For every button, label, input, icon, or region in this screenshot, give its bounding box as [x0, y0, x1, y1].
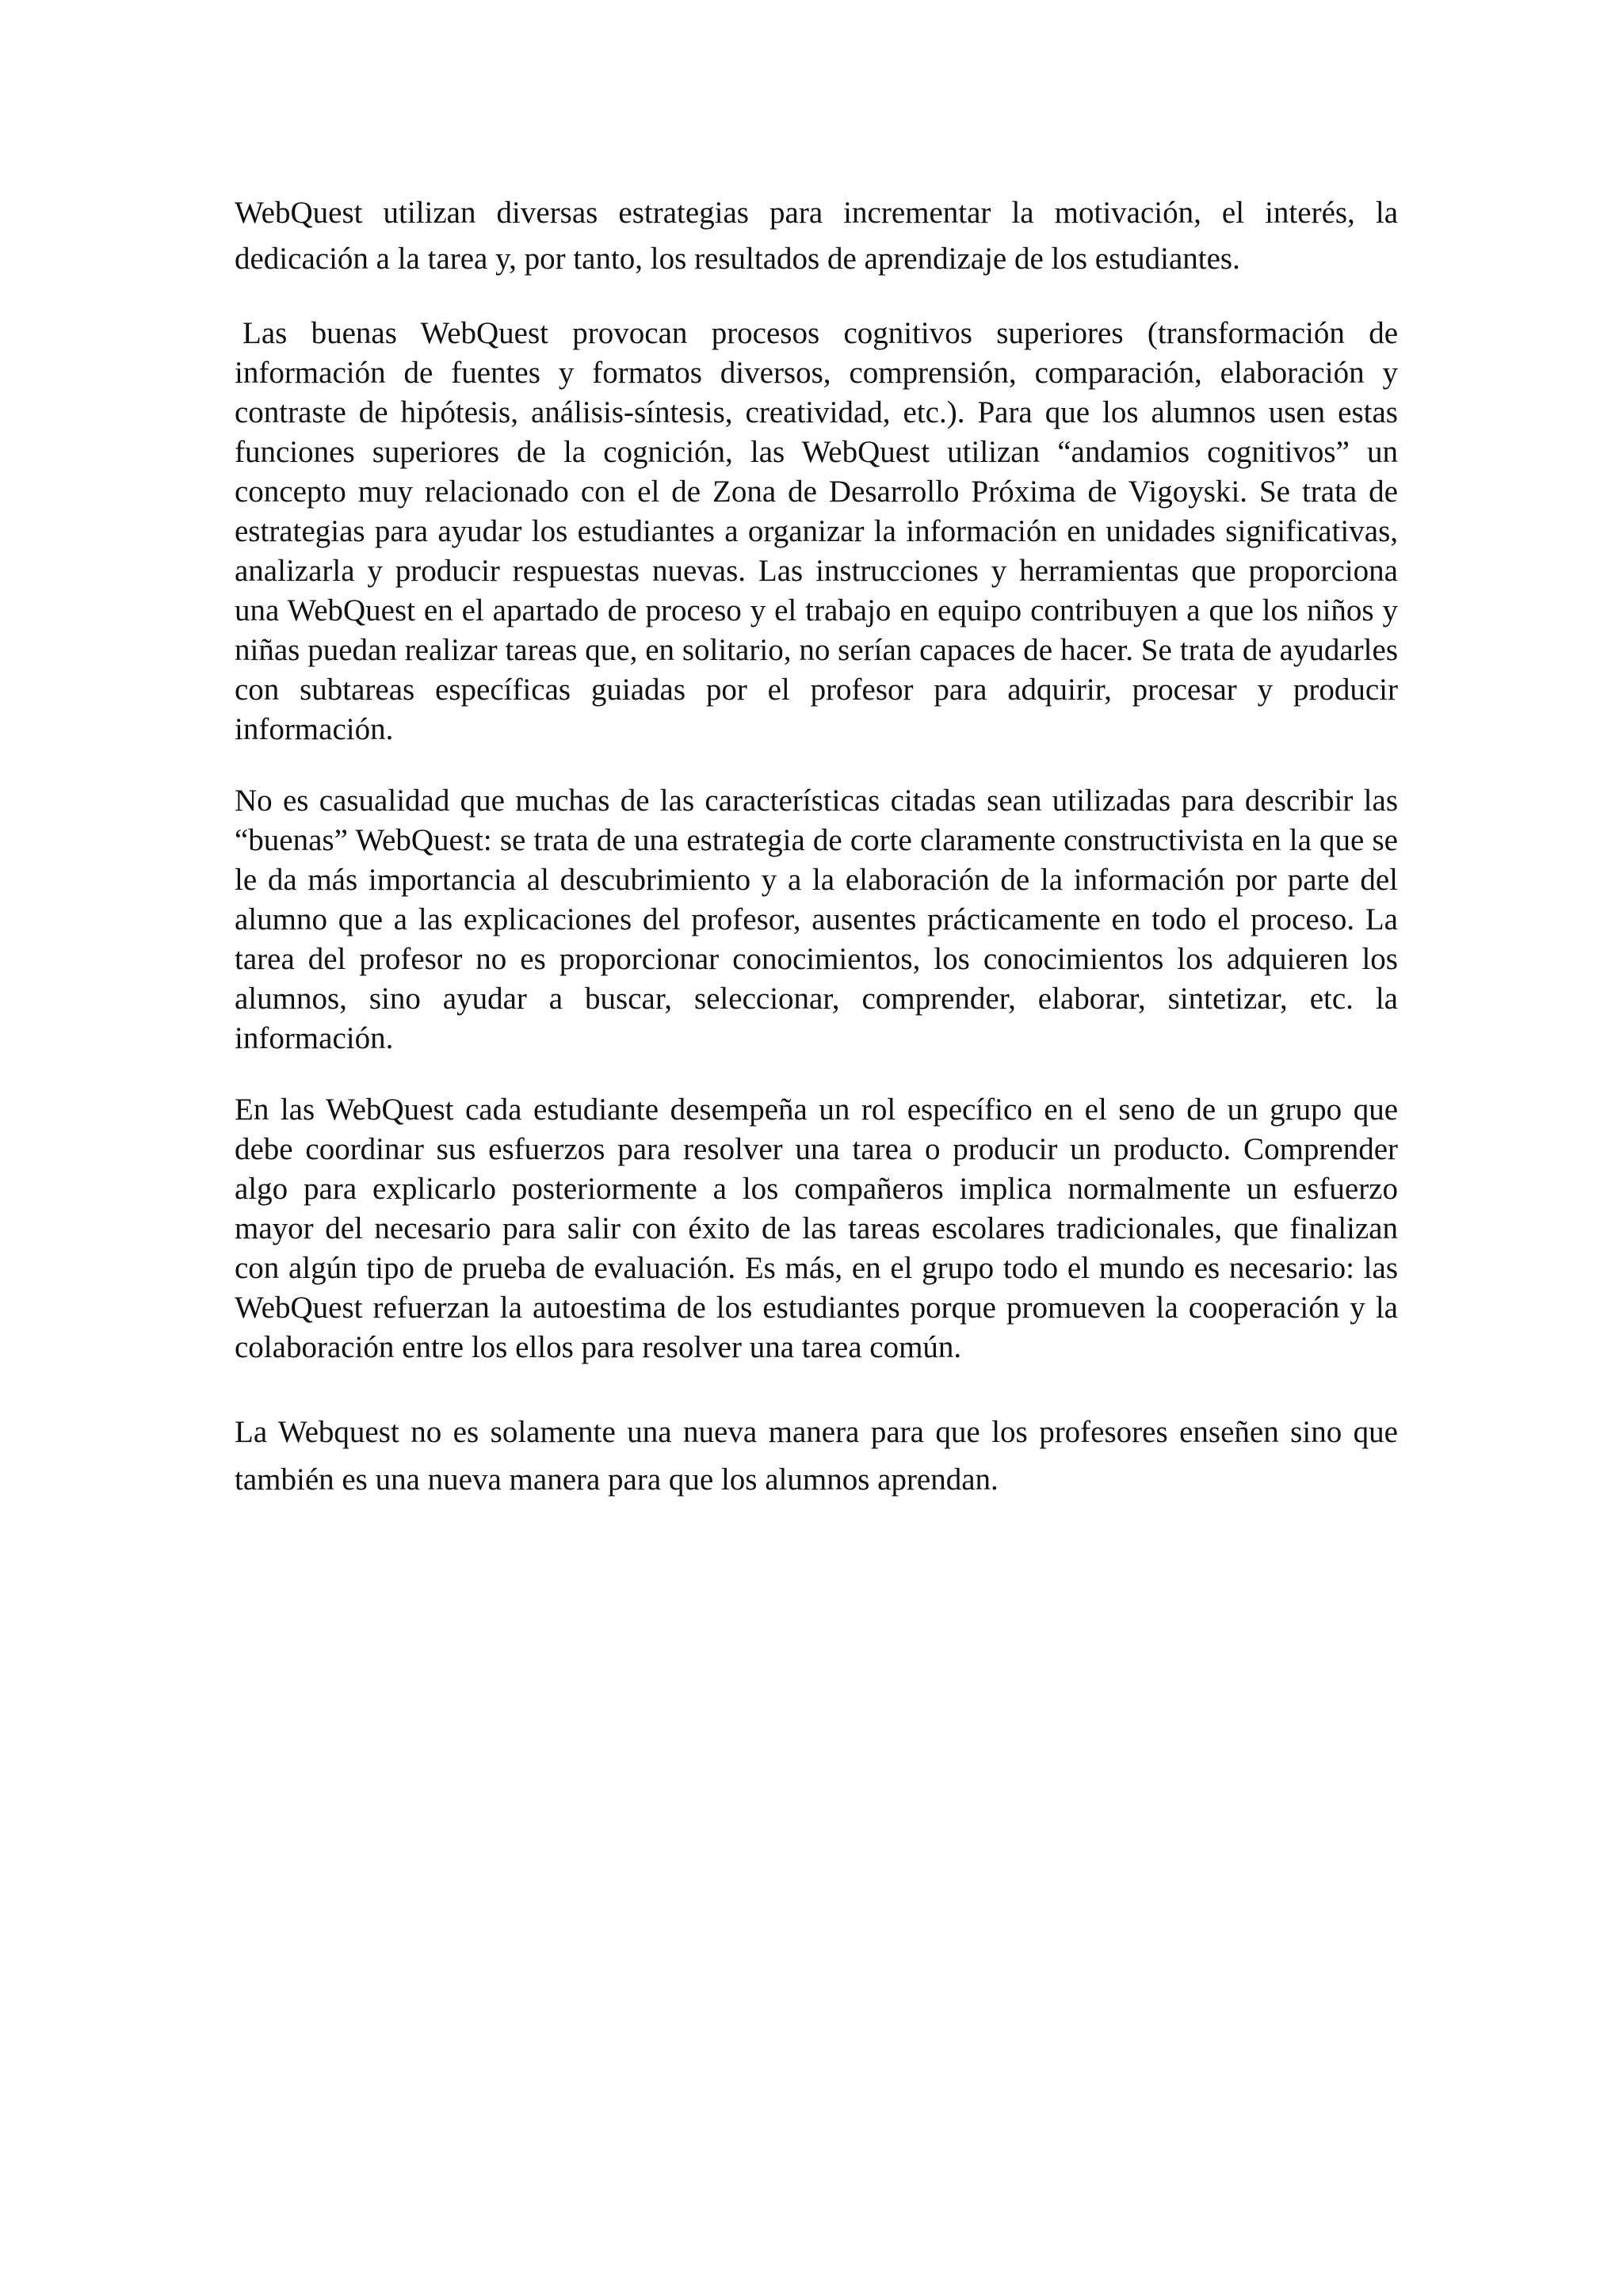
paragraph-constructivist-strategy: No es casualidad que muchas de las características citadas sean utilizadas para describir las “buenas” WebQuest: se trata de una estrategia de corte claramente constructivista en la que se le da más importancia al descubrimiento y a la elaboración de la información por parte del alumno que a las explicaciones del profesor, ausentes prácticamente en todo el proceso. La tarea del profesor no es proporcionar conocimientos, los conocimientos los adquieren los alumnos, sino ayudar a buscar, seleccionar, comprender, elaborar, sintetizar, etc. la información.: [235, 784, 1398, 1055]
document-body: [235, 190, 1398, 1504]
paragraph-student-roles: En las WebQuest cada estudiante desempeña un rol específico en el seno de un grupo que debe coordinar sus esfuerzos para resolver una tarea o producir un producto. Comprender algo para explicarlo posteriormente a los compañeros implica normalmente un esfuerzo mayor del necesario para salir con éxito de las tareas escolares tradicionales, que finalizan con algún tipo de prueba de evaluación. Es más, en el grupo todo el mundo es necesario: las WebQuest refuerzan la autoestima de los estudiantes porque promueven la cooperación y la colaboración entre los ellos para resolver una tarea común.: [235, 1093, 1398, 1364]
paragraph-webquest-strategies: WebQuest utilizan diversas estrategias para incrementar la motivación, el interés, la dedicación a la tarea y, por tanto, los resultados de aprendizaje de los estudiantes.: [235, 196, 1398, 276]
paragraph-conclusion: La Webquest no es solamente una nueva manera para que los profesores enseñen sino que también es una nueva manera para que los alumnos aprendan.: [235, 1415, 1398, 1497]
paragraph-cognitive-processes: Las buenas WebQuest provocan procesos cognitivos superiores (transformación de información de fuentes y formatos diversos, comprensión, comparación, elaboración y contraste de hipótesis, análisis-síntesis, creatividad, etc.). Para que los alumnos usen estas funciones superiores de la cognición, las WebQuest utilizan “andamios cognitivos” un concepto muy relacionado con el de Zona de Desarrollo Próxima de Vigoyski. Se trata de estrategias para ayudar los estudiantes a organizar la información en unidades significativas, analizarla y producir respuestas nuevas. Las instrucciones y herramientas que proporciona una WebQuest en el apartado de proceso y el trabajo en equipo contribuyen a que los niños y niñas puedan realizar tareas que, en solitario, no serían capaces de hacer. Se trata de ayudarles con subtareas específicas guiadas por el profesor para adquirir, procesar y producir información.: [235, 316, 1398, 746]
